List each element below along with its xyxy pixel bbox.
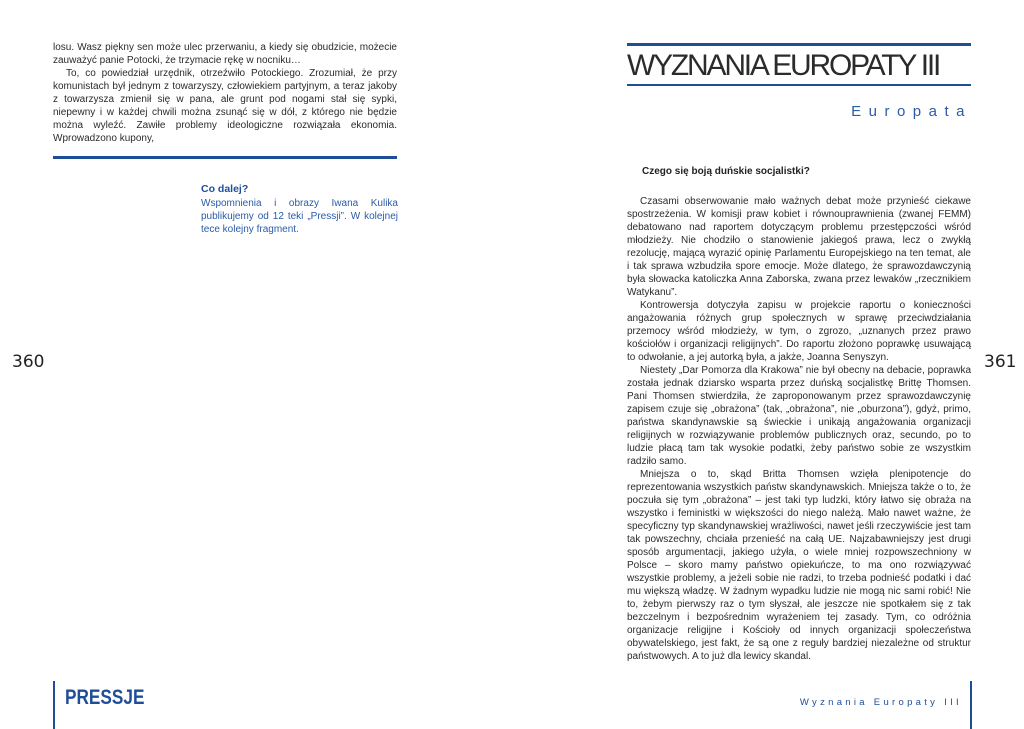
right-body-text <box>627 195 971 663</box>
running-footer-title: Wyznania Europaty III <box>799 697 962 708</box>
paragraph: Mniejsza o to, skąd Britta Thomsen wzięła plenipotencje do reprezentowania wszystkich państw skandynawskich. Mniejsza także o to, że poczuła się tym „obrażona” – jest taki typ ludzki, który łatwo się obraża na wszystko i feministki w większości do niego należą. Mało nawet ważne, że specyficzny typ skandynawskiej wrażliwości, nawet jeśli rzeczywiście jest tam tak powszechny, chciała przenieść na całą UE. Najzabawniejszy jest drugi sposób argumentacji, jakiego użyła, o wiele mniej rozpowszechniony w Polsce – skoro mamy państwo opiekuńcze, to ma ono rozwiązywać wszystkie problemy, a jeżeli sobie nie radzi, to trzeba podnieść podatki i dać mu większą władzę. W żadnym wypadku ludzie nie mogą nic sami robić! Nie to, żebym pierwszy raz o tym słyszał, ale jeszcze nie spotkałem się z tak bezczelnym i bezpośrednim wyrażeniem tej zasady. Tym, co odróżnia organizacje religijne i Kościoły od innych organizacji społeczeństwa obywatelskiego, jest fakt, że są one z reguły bardziej niezależne od struktur państwowych. A to już dla lewicy skandal. <box>627 469 971 662</box>
footer-bar-right <box>970 681 972 729</box>
column-title: WYZNANIA EUROPATY III <box>627 49 940 82</box>
page-number-left: 360 <box>12 352 45 372</box>
article-heading: Czego się boją duńskie socjalistki? <box>642 166 810 177</box>
paragraph: Niestety „Dar Pomorza dla Krakowa” nie był obecny na debacie, poprawka została jednak dziarsko wsparta przez duńską socjalistkę Brittę Thomsen. Pani Thomsen stwierdziła, że zaproponowanym przez sprawozdawczynię zapisem czuje się „obrażona” (tak, „obrażona”, nie „oburzona”), gdyż, primo, państwa skandynawskie są świeckie i unikają angażowania organizacji religijnych w rozwiązywanie problemów publicznych oraz, secundo, po to ludzie płacą tam tak wysokie podatki, żeby państwo sobie ze wszystkim radziło samo. <box>627 365 971 467</box>
sidebar-note <box>201 183 398 236</box>
page-number-right: 361 <box>984 352 1017 372</box>
paragraph: To, co powiedział urzędnik, otrzeźwiło Potockiego. Zrozumiał, że przy komunistach był jednym z towarzyszy, człowiekiem partyjnym, a teraz jakoby z towarzysza zmienił się w pana, ale grunt pod nogami stał się sypki, niepewny i w każdej chwili można zsunąć się w dół, z którego nie będzie można wyleźć. Zawiłe problemy ideologiczne rozwiązała ekonomia. Wprowadzono kupony, <box>53 68 397 144</box>
header-rule-top <box>627 43 971 46</box>
right-page <box>512 0 1024 729</box>
pressje-logo: PRESSJE <box>65 686 145 709</box>
footer-bar-left <box>53 681 55 729</box>
sidebar-title: Co dalej? <box>201 183 249 195</box>
paragraph: losu. Wasz piękny sen może ulec przerwaniu, a kiedy się obudzicie, możecie zauważyć panie Potocki, że trzymacie rękę w nocniku… <box>53 42 397 66</box>
header-rule-bottom <box>627 84 971 86</box>
paragraph: Kontrowersja dotyczyła zapisu w projekcie raportu o konieczności angażowania różnych grup społecznych w sprawę przeciwdziałania przemocy wśród młodzieży, w tym, o zgrozo, „uznanych przez prawo kościołów i organizacji religijnych”. Do raportu złożono poprawkę usuwającą to odwołanie, a jej autorką była, a jakże, Joanna Senyszyn. <box>627 300 971 363</box>
left-body-text <box>53 41 397 145</box>
sidebar-body: Wspomnienia i obrazy Iwana Kulika publikujemy od 12 teki „Pressji”. W kolejnej tece kolejny fragment. <box>201 198 398 235</box>
author-name: Europata <box>851 103 972 120</box>
section-divider <box>53 156 397 159</box>
paragraph: Czasami obserwowanie mało ważnych debat może przynieść ciekawe spostrzeżenia. W komisji praw kobiet i równouprawnienia (zwanej FEMM) debatowano nad raportem dotyczącym problemu przestępczości wśród młodzieży. Nie chodziło o stanowienie jakiegoś prawa, lecz o zwykłą rezolucję, mającą wyrazić opinię Parlamentu Europejskiego na ten temat, ale i tak sprawa wzbudziła spore emocje. Może dlatego, że sprawozdawczynią była słowacka katoliczka Anna Zaborska, zwana przez lewaków „rzecznikiem Watykanu”. <box>627 196 971 298</box>
